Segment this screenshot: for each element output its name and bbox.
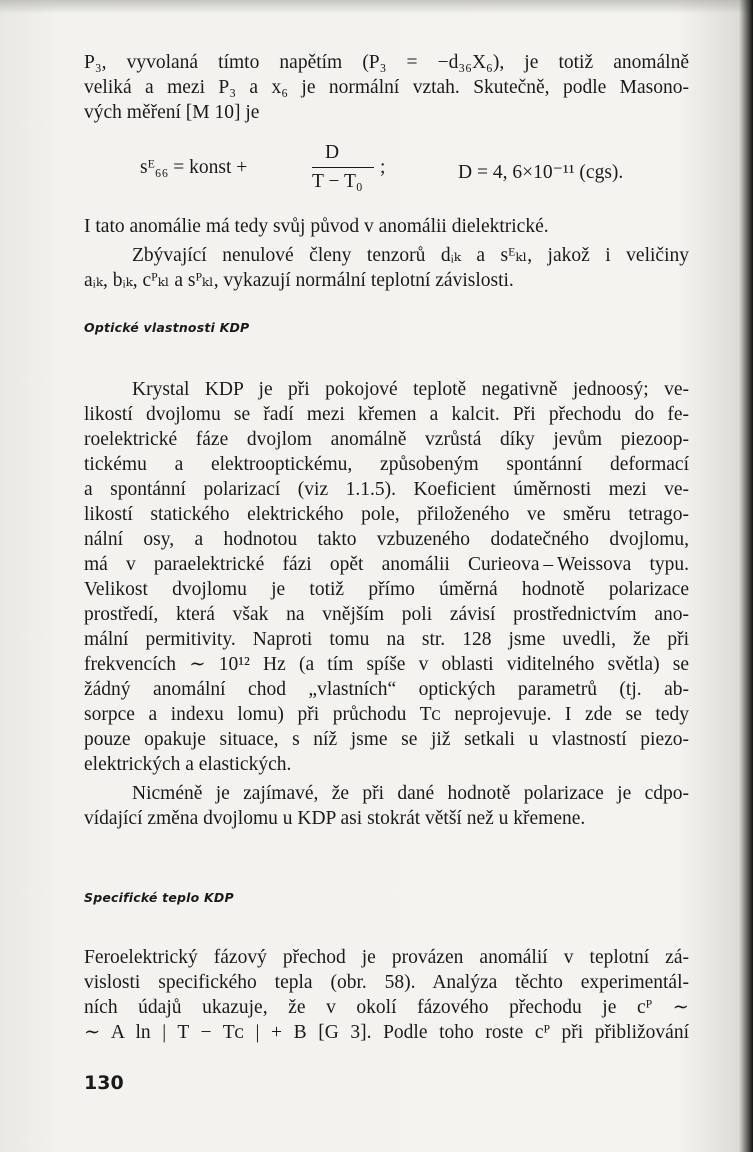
text-line: pouze opakuje situace, s níž jsme se již setkali u vlastností piezo- bbox=[84, 729, 689, 750]
text-line: a spontánní polarizací (viz 1.1.5). Koeficient úměrnosti mezi ve- bbox=[84, 479, 689, 500]
text-line: veliká a mezi P₃ a x₆ je normální vztah. Skutečně, podle Masono- bbox=[84, 77, 689, 98]
formula-denominator: T − T₀ bbox=[312, 171, 363, 192]
text-line: prostředí, která však na vnějším poli závisí prostřednictvím ano- bbox=[84, 604, 689, 625]
intro-paragraph bbox=[84, 50, 689, 125]
text-line: mální permitivity. Naproti tomu na str. 128 jsme uvedli, že při bbox=[84, 629, 689, 650]
formula-rhs: D = 4, 6×10⁻¹¹ (cgs). bbox=[458, 162, 624, 183]
optics-paragraph-1 bbox=[84, 377, 689, 777]
formula-lhs: sᴱ₆₆ = konst + bbox=[140, 157, 248, 178]
text-line: sorpce a indexu lomu) při průchodu Tᴄ neprojevuje. I zde se tedy bbox=[84, 704, 689, 725]
text-line: tickému a elektrooptickému, způsobeným spontánní deformací bbox=[84, 454, 689, 475]
text-line: vých měření [M 10] je bbox=[84, 102, 260, 123]
text-line: nální osy, a hodnotou takto vzbuzeného dodatečného dvojlomu, bbox=[84, 529, 689, 550]
formula-numerator: D bbox=[325, 142, 340, 163]
text-line: likostí dvojlomu se řadí mezi křemen a kalcit. Při přechodu do fe- bbox=[84, 404, 689, 425]
section-heading-optics: Optické vlastnosti KDP bbox=[84, 320, 250, 335]
text-line: P₃, vyvolaná tímto napětím (P₃ = −d₃₆X₆), je totiž anomálně bbox=[84, 52, 689, 73]
text-line: Nicméně je zajímavé, že při dané hodnotě polarizace je cdpo- bbox=[132, 783, 689, 804]
text-line: Velikost dvojlomu je totiž přímo úměrná hodnotě polarizace bbox=[84, 579, 689, 600]
specific-heat-paragraph bbox=[84, 945, 689, 1045]
text-line: ních údajů ukazuje, že v okolí fázového přechodu je cᴾ ∼ bbox=[84, 997, 689, 1018]
text-line: Zbývající nenulové členy tenzorů dᵢₖ a sᴱₖₗ, jakož i veličiny bbox=[132, 245, 689, 266]
after-formula-paragraph bbox=[84, 214, 689, 293]
optics-paragraph-2 bbox=[84, 781, 689, 831]
text-line: vídající změna dvojlomu u KDP asi stokrát větší než u křemene. bbox=[84, 808, 586, 829]
fraction-bar bbox=[312, 167, 374, 168]
text-line: ∼ A ln | T − Tᴄ | + B [G 3]. Podle toho roste cᴾ při přibližování bbox=[84, 1022, 689, 1043]
text-line: Krystal KDP je při pokojové teplotě negativně jednoosý; ve- bbox=[132, 379, 689, 400]
text-line: roelektrické fáze dvojlom anomálně vzrůstá díky jevům piezoop- bbox=[84, 429, 689, 450]
section-heading-specific-heat: Specifické teplo KDP bbox=[84, 890, 234, 905]
text-line: žádný anomální chod „vlastních“ optických parametrů (tj. ab- bbox=[84, 679, 689, 700]
text-line: aᵢₖ, bᵢₖ, cᴾₖₗ a sᴾₖₗ, vykazují normální teplotní závislosti. bbox=[84, 270, 514, 291]
formula-s66 bbox=[140, 142, 700, 202]
text-line: Feroelektrický fázový přechod je provázen anomálií v teplotní zá- bbox=[84, 947, 689, 968]
text-line: má v paraelektrické fázi opět anomálii Curieova – Weissova typu. bbox=[84, 554, 689, 575]
text-line: elektrických a elastických. bbox=[84, 754, 292, 775]
page-binding-shadow bbox=[739, 0, 753, 1152]
page-number: 130 bbox=[84, 1072, 124, 1094]
text-line: vislosti specifického tepla (obr. 58). Analýza těchto experimentál- bbox=[84, 972, 689, 993]
text-line: likostí statického elektrického pole, přiloženého ve směru tetrago- bbox=[84, 504, 689, 525]
formula-separator: ; bbox=[380, 157, 386, 178]
text-line: frekvencích ∼ 10¹² Hz (a tím spíše v oblasti viditelného světla) se bbox=[84, 654, 689, 675]
page-top-shadow bbox=[0, 0, 753, 14]
text-line: I tato anomálie má tedy svůj původ v anomálii dielektrické. bbox=[84, 216, 549, 237]
